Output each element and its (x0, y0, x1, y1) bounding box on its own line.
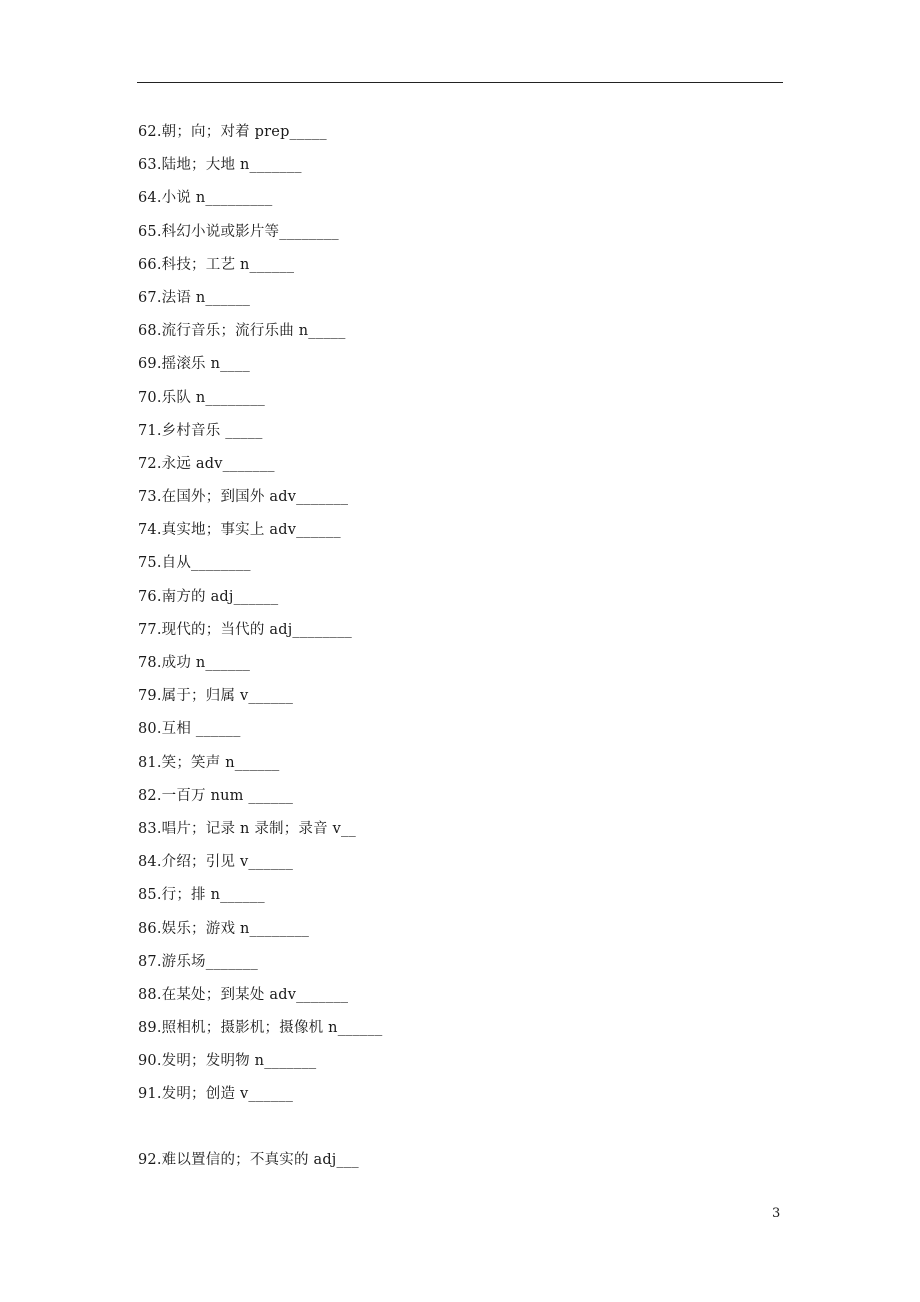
list-item: 87.游乐场_______ (138, 953, 258, 970)
list-item: 76.南方的 adj______ (138, 588, 279, 605)
list-item: 82.一百万 num ______ (138, 787, 294, 804)
list-item: 77.现代的；当代的 adj________ (138, 621, 352, 638)
list-item: 92.难以置信的；不真实的 adj___ (138, 1151, 359, 1168)
list-item: 70.乐队 n________ (138, 389, 266, 406)
list-item: 90.发明；发明物 n_______ (138, 1053, 317, 1070)
list-item: 81.笑；笑声 n______ (138, 754, 280, 771)
list-item: 86.娱乐；游戏 n________ (138, 920, 310, 937)
page-number: 3 (772, 1206, 781, 1221)
list-item: 65.科幻小说或影片等________ (138, 223, 339, 240)
list-item: 80.互相 ______ (138, 721, 241, 738)
list-item: 91.发明；创造 v______ (138, 1086, 294, 1103)
list-item: 64.小说 n_________ (138, 190, 273, 207)
list-item: 79.属于；归属 v______ (138, 688, 294, 705)
list-item: 88.在某处；到某处 adv_______ (138, 986, 349, 1003)
list-item: 72.永远 adv_______ (138, 455, 275, 472)
list-item: 78.成功 n______ (138, 655, 251, 671)
list-item: 74.真实地；事实上 adv______ (138, 522, 341, 539)
vocabulary-list (138, 119, 778, 1180)
list-item: 85.行；排 n______ (138, 887, 265, 904)
list-item: 83.唱片；记录 n 录制；录音 v__ (138, 820, 356, 837)
list-item: 66.科技；工艺 n______ (138, 256, 295, 273)
list-item: 67.法语 n______ (138, 289, 251, 306)
list-item: 84.介绍；引见 v______ (138, 854, 294, 871)
header-rule (137, 82, 783, 83)
list-item: 75.自从________ (138, 555, 251, 572)
list-item: 68.流行音乐；流行乐曲 n_____ (138, 323, 346, 340)
list-item: 69.摇滚乐 n____ (138, 356, 250, 373)
list-item: 71.乡村音乐 _____ (138, 422, 263, 439)
list-item: 73.在国外；到国外 adv_______ (138, 489, 349, 506)
list-item: 62.朝；向；对着 prep_____ (138, 124, 327, 140)
list-item: 63.陆地；大地 n_______ (138, 157, 302, 174)
list-item: 89.照相机；摄影机；摄像机 n______ (138, 1020, 383, 1037)
